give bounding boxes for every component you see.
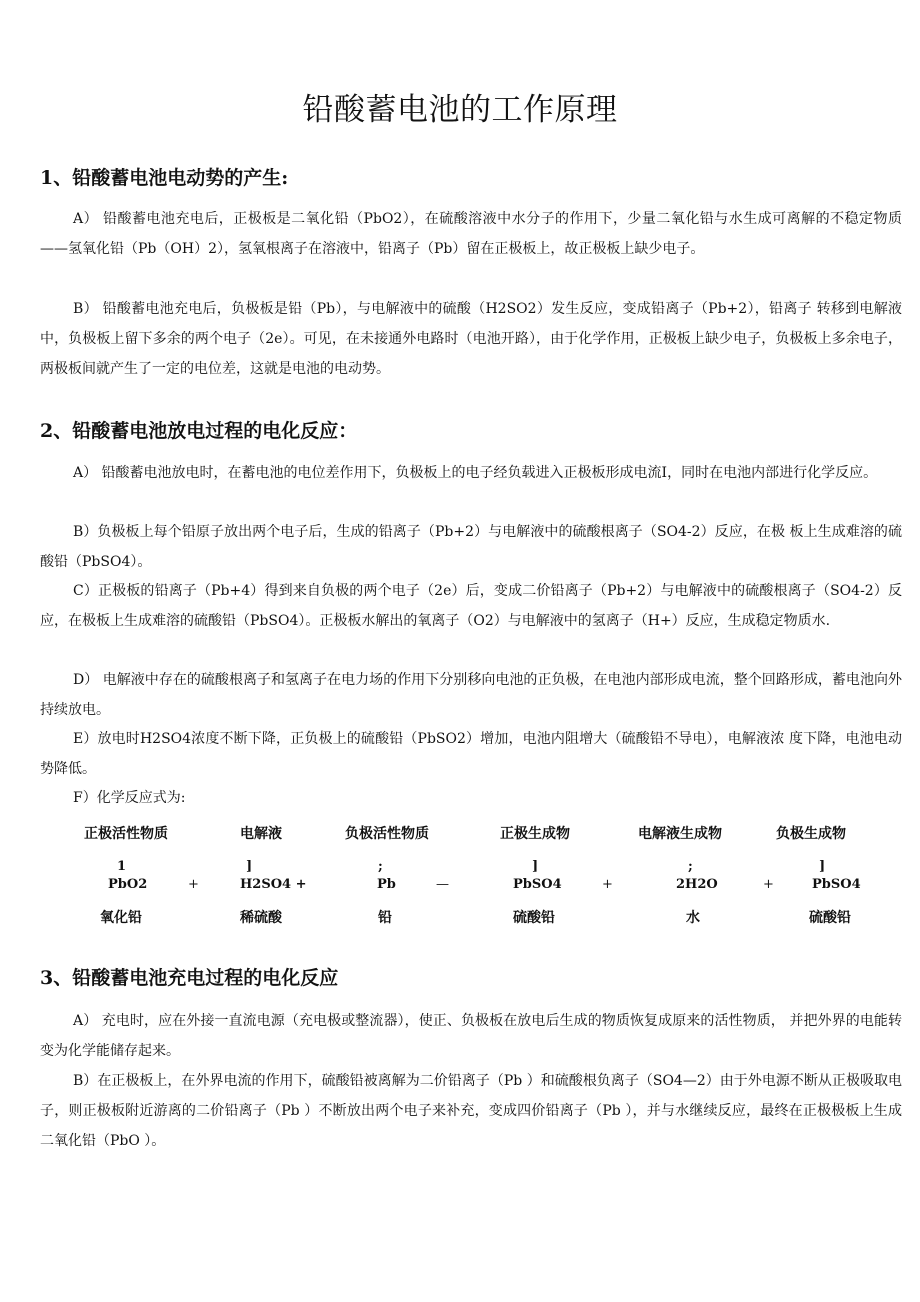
equation-header: 正极生成物 [500,826,570,842]
equation-formula: 2H2O [676,877,718,892]
equation-header: 电解液生成物 [638,826,722,842]
equation-operator: — [436,877,449,892]
equation-mark: ; [378,859,383,874]
section-1-paragraph-a: A） 铅酸蓄电池充电后，正极板是二氧化铅（PbO2），在硫酸溶液中水分子的作用下，少量二氧化铅与水生成可离解的不稳定物质——氢氧化铅（Pb（OH）2），氢氧根离子在溶液中，铅离子（Pb）留在正极板上，故正极板上缺少电子。 [40,211,902,257]
equation-formula: PbO2 [108,877,148,892]
section-2-paragraph-d: D） 电解液中存在的硫酸根离子和氢离子在电力场的作用下分别移向电池的正负极，在电池内部形成电流，整个回路形成，蓄电池向外持续放电。 [40,672,902,718]
equation-mark: 1 [117,859,127,874]
section-1-heading: 1、铅酸蓄电池电动势的产生: [40,167,289,189]
page-title: 铅酸蓄电池的工作原理 [302,92,618,128]
equation-header: 负极生成物 [776,826,846,842]
equation-mark: ] [532,859,539,874]
section-2-paragraph-c: C）正极板的铅离子（Pb+4）得到来自负极的两个电子（2e）后，变成二价铅离子（Pb+2）与电解液中的硫酸根离子（SO4-2）反应，在极板上生成难溶的硫酸铅（PbSO4）。正极板水解出的氧离子（O2）与电解液中的氢离子（H+）反应，生成稳定物质水. [40,583,902,629]
equation-name: 硫酸铅 [809,910,851,926]
section-1-paragraph-b: B） 铅酸蓄电池充电后，负极板是铅（Pb），与电解液中的硫酸（H2SO2）发生反应，变成铅离子（Pb+2），铅离子 转移到电解液中，负极板上留下多余的两个电子（2e）。可见，在未接通外电路时（电池开路），由于化学作用，正极板上缺少电子，负极板上多余电子，两极板间就产生了一定的电位差，这就是电池的电动势。 [40,301,902,377]
section-2-heading: 2、铅酸蓄电池放电过程的电化反应： [40,420,358,442]
section-2-paragraph-f: F）化学反应式为: [73,790,186,806]
section-2-paragraph-a: A） 铅酸蓄电池放电时，在蓄电池的电位差作用下，负极板上的电子经负载进入正极板形成电流I，同时在电池内部进行化学反应。 [73,465,878,481]
equation-header: 电解液 [240,826,282,842]
equation-formula: PbSO4 [812,877,861,892]
equation-formula: PbSO4 [513,877,562,892]
section-2-paragraph-b: B）负极板上每个铅原子放出两个电子后，生成的铅离子（Pb+2）与电解液中的硫酸根离子（SO4-2）反应，在极 板上生成难溶的硫酸铅（PbSO4）。 [40,524,902,570]
equation-mark: ] [246,859,253,874]
section-3-paragraph-b: B）在正极板上，在外界电流的作用下，硫酸铅被离解为二价铅离子（Pb ）和硫酸根负离子（SO4—2）由于外电源不断从正极吸取电子，则正极板附近游离的二价铅离子（Pb ）不断放出两个电子来补充，变成四价铅离子（Pb ），并与水继续反应，最终在正极极板上生成二氧化铅（PbO ）。 [40,1073,902,1149]
equation-operator: + [763,877,774,892]
equation-formula: Pb [377,877,396,892]
equation-name: 铅 [378,910,392,926]
equation-operator: + [602,877,613,892]
equation-mark: ] [819,859,826,874]
equation-formula: H2SO4 + [240,877,307,892]
equation-name: 水 [686,910,700,926]
equation-name: 稀硫酸 [240,910,282,926]
equation-name: 硫酸铅 [513,910,555,926]
equation-header: 正极活性物质 [84,826,168,842]
equation-header: 负极活性物质 [345,826,429,842]
section-2-paragraph-e: E）放电时H2SO4浓度不断下降，正负极上的硫酸铅（PbSO2）增加，电池内阻增大（硫酸铅不导电），电解液浓 度下降，电池电动势降低。 [40,731,902,777]
section-3-heading: 3、铅酸蓄电池充电过程的电化反应 [40,967,339,989]
equation-mark: ; [688,859,693,874]
section-3-paragraph-a: A） 充电时，应在外接一直流电源（充电极或整流器），使正、负极板在放电后生成的物质恢复成原来的活性物质， 并把外界的电能转变为化学能储存起来。 [40,1013,902,1059]
equation-name: 氧化铅 [100,910,142,926]
equation-operator: + [188,877,199,892]
